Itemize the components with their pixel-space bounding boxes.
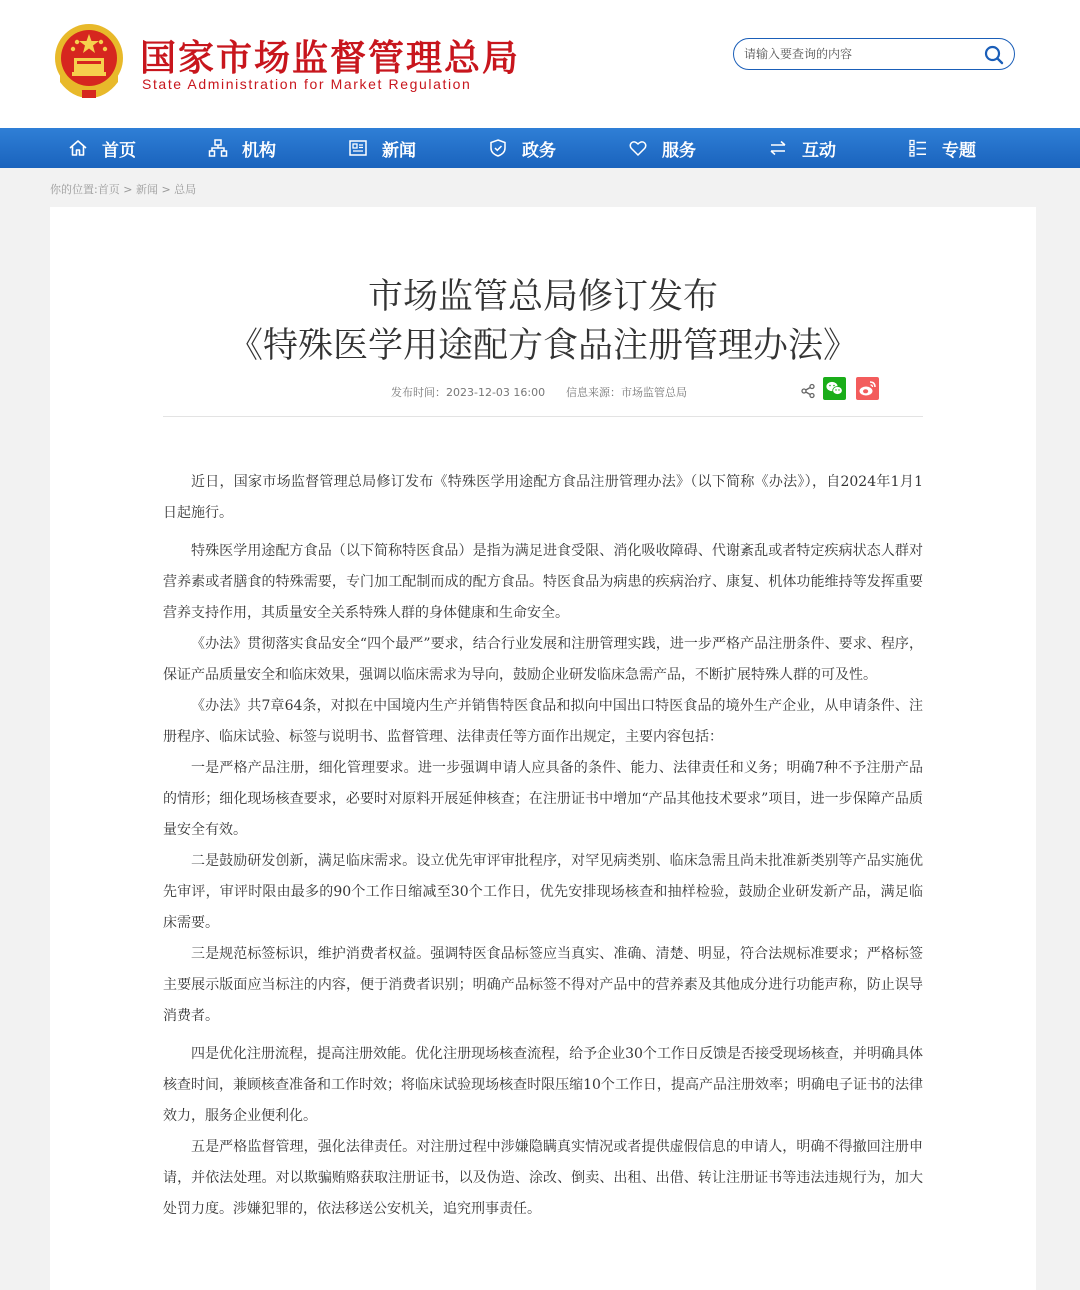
breadcrumb-news[interactable]: 新闻 (135, 183, 158, 196)
article-paragraph: 特殊医学用途配方食品（以下简称特医食品）是指为满足进食受限、消化吸收障碍、代谢紊乱或者特定疾病状态人群对营养素或者膳食的特殊需要，专门加工配制而成的配方食品。特医食品为病患的疾病治疗、康复、机体功能维持等发挥重要营养支持作用，其质量安全关系特殊人群的身体健康和生命安全。 (163, 543, 923, 621)
nav-item-home[interactable] (68, 128, 136, 168)
home-icon (68, 138, 88, 158)
search-icon[interactable] (982, 43, 1006, 67)
breadcrumb-separator: > (161, 183, 171, 196)
article-paragraph: 二是鼓励研发创新，满足临床需求。设立优先审评审批程序，对罕见病类别、临床急需且尚未批准新类别等产品实施优先审评，审评时限由最多的90个工作日缩减至30个工作日，优先安排现场核查和抽样检验，鼓励企业研发新产品，满足临床需要。 (163, 853, 923, 931)
nav-item-label: 首页 (102, 140, 136, 161)
site-name-en[interactable]: State Administration for Market Regulation (142, 76, 472, 92)
article-paragraph: 四是优化注册流程，提高注册效能。优化注册现场核查流程，给予企业30个工作日反馈是否接受现场核查，并明确具体核查时间，兼顾核查准备和工作时效；将临床试验现场核查时限压缩10个工作日，提高产品注册效率；明确电子证书的法律效力，服务企业便利化。 (163, 1046, 923, 1124)
breadcrumb-home[interactable]: 首页 (97, 183, 120, 196)
article-paragraph: 《办法》贯彻落实食品安全“四个最严”要求，结合行业发展和注册管理实践，进一步严格产品注册条件、要求、程序，保证产品质量安全和临床效果，强调以临床需求为导向，鼓励企业研发临床急需产品，不断扩展特殊人群的可及性。 (163, 636, 923, 683)
site-name-cn[interactable]: 国家市场监督管理总局 (140, 38, 521, 79)
article-title-line1: 市场监管总局修订发布 (367, 277, 718, 317)
article-paragraph: 五是严格监督管理，强化法律责任。对注册过程中涉嫌隐瞒真实情况或者提供虚假信息的申请人，明确不得撤回注册申请，并依法处理。对以欺骗贿赂获取注册证书，以及伪造、涂改、倒卖、出租、出借、转让注册证书等违法违规行为，加大处罚力度。涉嫌犯罪的，依法移送公安机关，追究刑事责任。 (163, 1139, 923, 1217)
nav-item-label: 政务 (522, 140, 556, 161)
nav-item-topics[interactable] (908, 128, 976, 168)
news-icon (348, 138, 368, 158)
weibo-icon[interactable] (856, 377, 879, 400)
wechat-icon[interactable] (823, 377, 846, 400)
nav-item-label: 新闻 (382, 140, 416, 161)
info-source: 信息来源：市场监管总局 (566, 386, 687, 399)
article-body (163, 467, 923, 1225)
publish-time: 发布时间：2023-12-03 16:00 (391, 386, 546, 399)
article-paragraph: 近日，国家市场监督管理总局修订发布《特殊医学用途配方食品注册管理办法》（以下简称《办法》），自2024年1月1日起施行。 (163, 474, 923, 521)
heart-icon (628, 138, 648, 158)
article-title-line2: 《特殊医学用途配方食品注册管理办法》 (227, 326, 858, 366)
exchange-icon (768, 138, 788, 158)
nav-item-label: 互动 (802, 140, 836, 161)
article-paragraph: 一是严格产品注册，细化管理要求。进一步强调申请人应具备的条件、能力、法律责任和义务；明确7种不予注册产品的情形；细化现场核查要求，必要时对原料开展延伸核查；在注册证书中增加“产品其他技术要求”项目，进一步保障产品质量安全有效。 (163, 760, 923, 838)
nav-item-label: 专题 (942, 140, 976, 161)
nav-item-news[interactable] (348, 128, 416, 168)
search-input[interactable] (744, 44, 974, 64)
nav-item-label: 机构 (242, 140, 276, 161)
share-icon[interactable] (800, 383, 816, 399)
nav-item-gov-affairs[interactable] (488, 128, 556, 168)
breadcrumb-prefix: 你的位置: (50, 183, 98, 196)
org-chart-icon (208, 138, 228, 158)
nav-item-services[interactable] (628, 128, 696, 168)
main-nav (0, 128, 1080, 168)
breadcrumb (50, 181, 196, 197)
search-box (733, 38, 1015, 70)
article-paragraph: 《办法》共7章64条，对拟在中国境内生产并销售特医食品和拟向中国出口特医食品的境外生产企业，从申请条件、注册程序、临床试验、标签与说明书、监督管理、法律责任等方面作出规定，主要内容包括： (163, 698, 923, 745)
shield-icon (488, 138, 508, 158)
nav-item-interaction[interactable] (768, 128, 836, 168)
breadcrumb-separator: > (123, 183, 133, 196)
title-divider (163, 416, 923, 417)
article-paragraph: 三是规范标签标识，维护消费者权益。强调特医食品标签应当真实、准确、清楚、明显，符合法规标准要求；严格标签主要展示版面应当标注的内容，便于消费者识别；明确产品标签不得对产品中的营养素及其他成分进行功能声称，防止误导消费者。 (163, 946, 923, 1024)
nav-item-org[interactable] (208, 128, 276, 168)
nav-item-label: 服务 (662, 140, 696, 161)
site-header (0, 0, 1080, 128)
national-emblem-icon[interactable] (52, 22, 126, 100)
list-icon (908, 138, 928, 158)
article-container (50, 207, 1036, 1290)
breadcrumb-current[interactable]: 总局 (174, 183, 197, 196)
